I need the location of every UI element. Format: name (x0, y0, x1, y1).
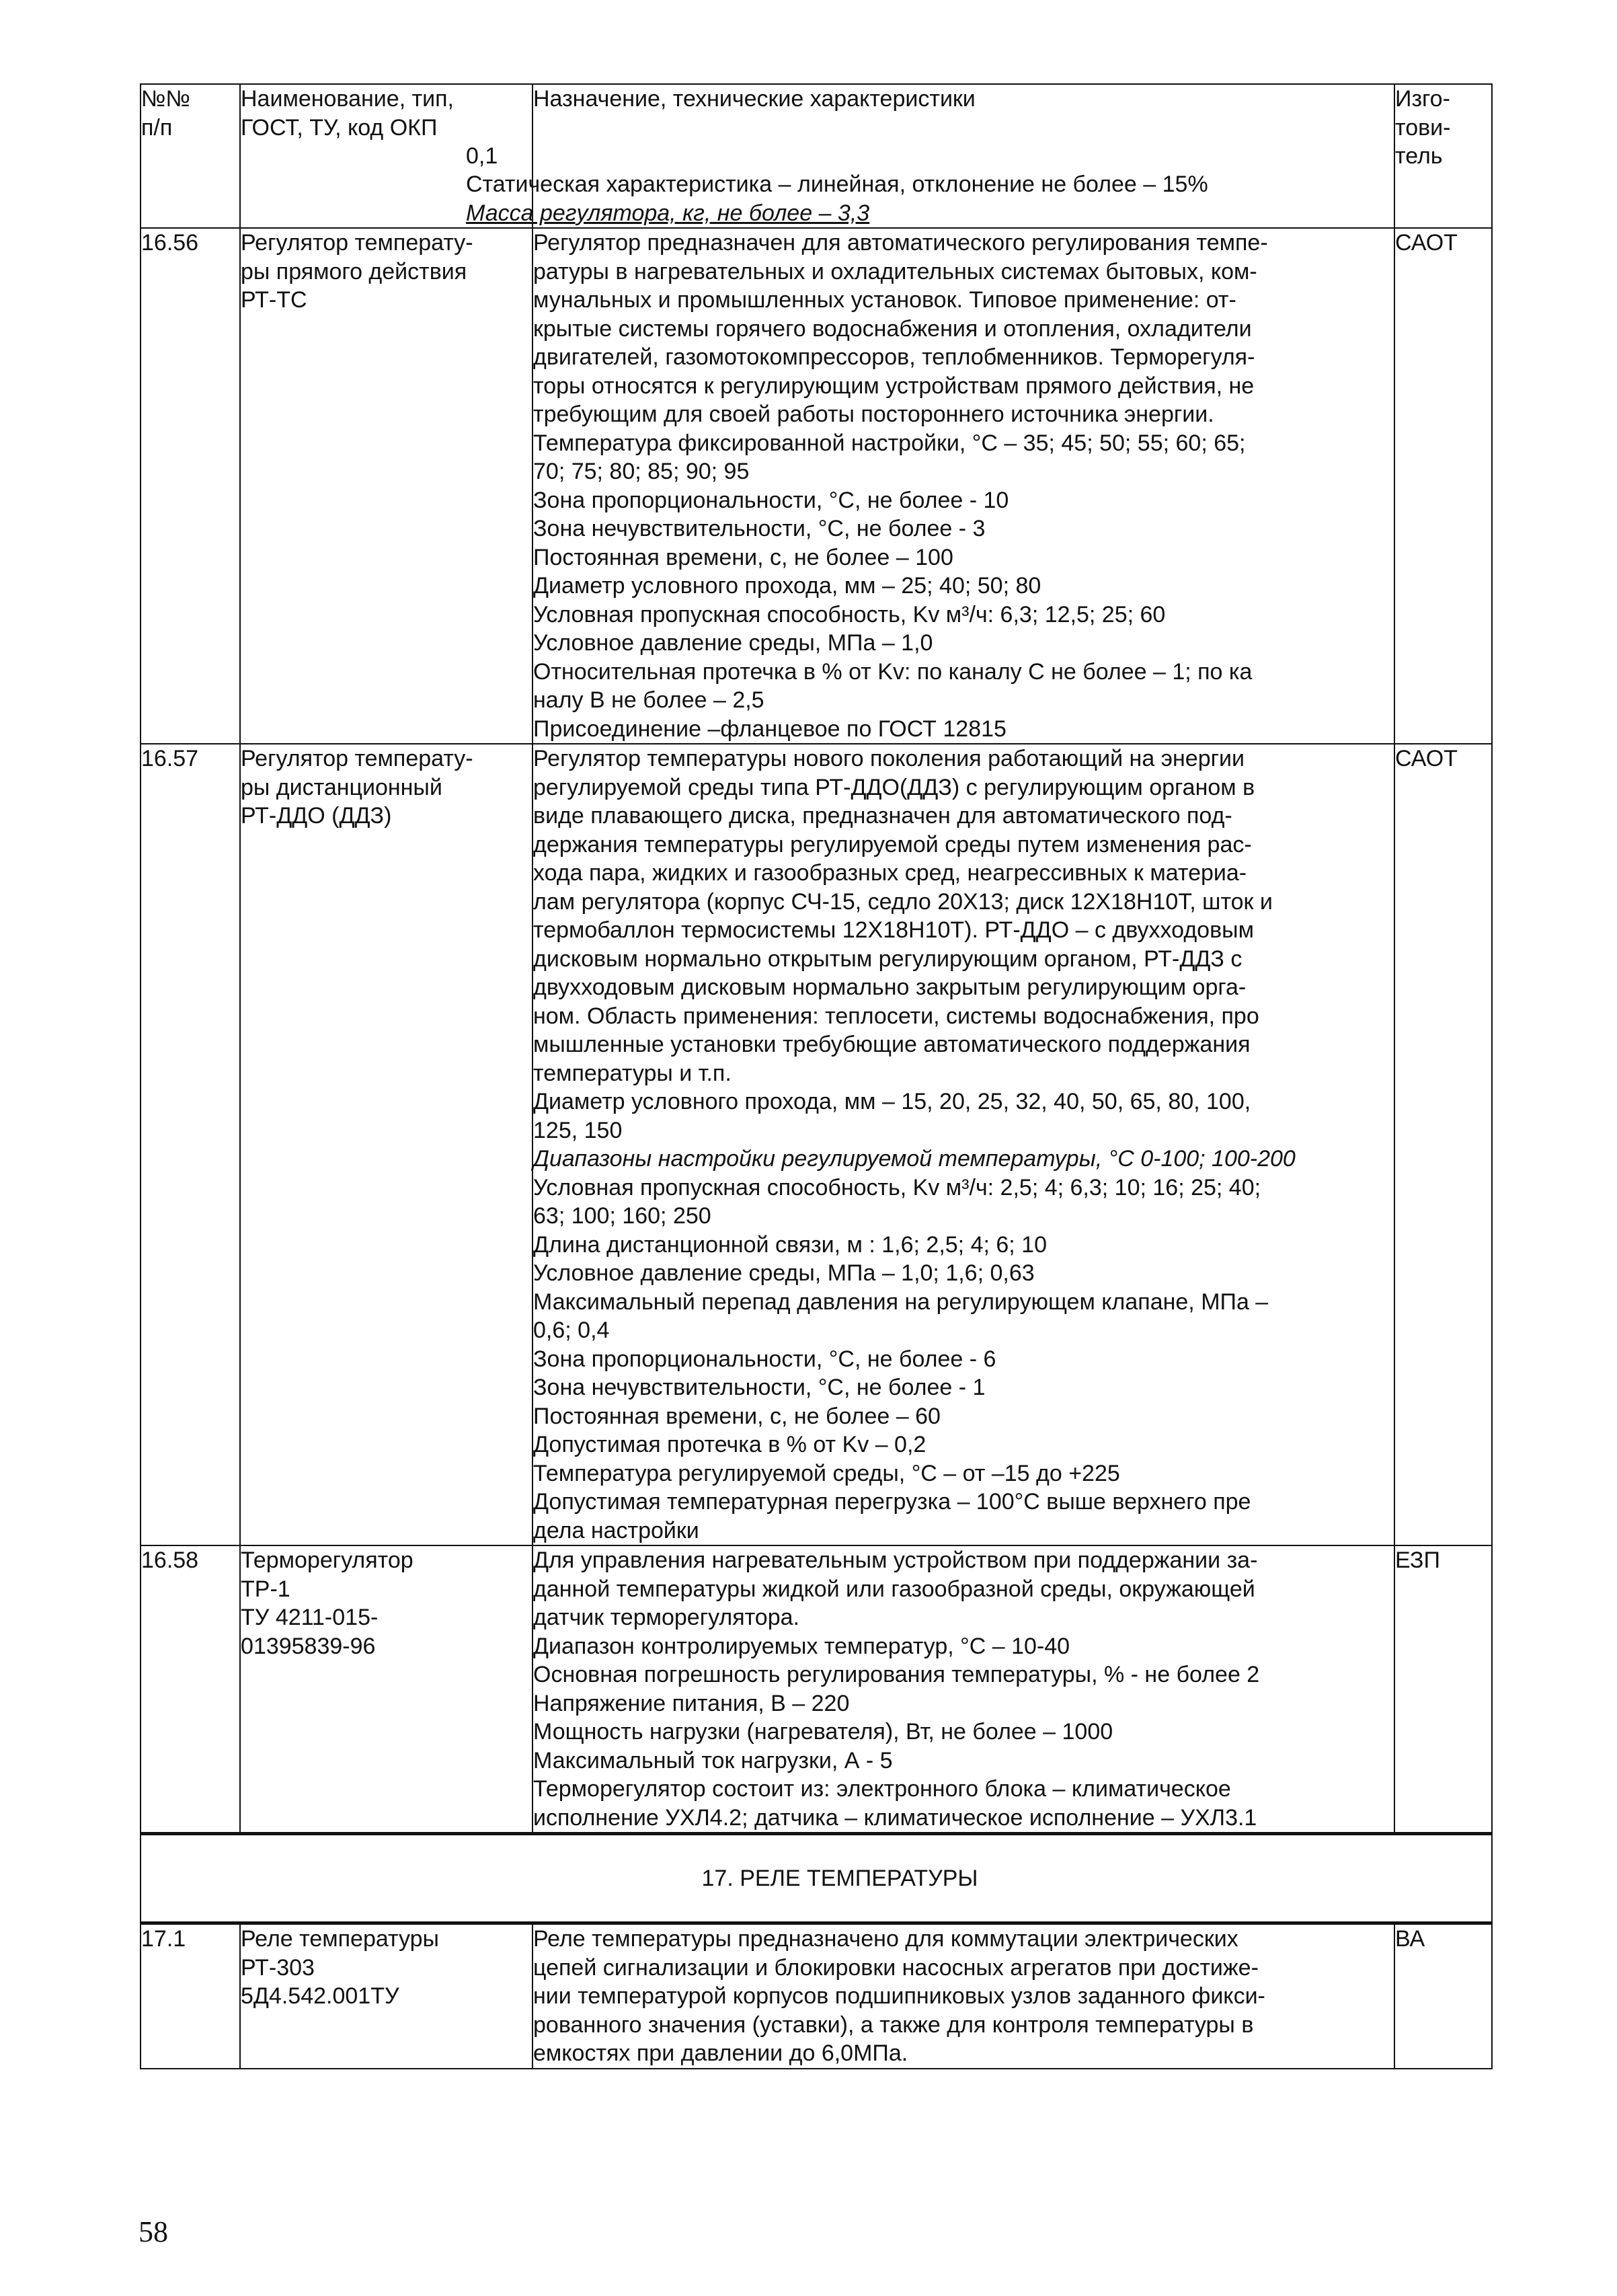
header-manufacturer-cell (1394, 84, 1492, 228)
description-line: емкостях при давлении до 6,0МПа. (533, 2040, 908, 2066)
item-number: 16.57 (141, 746, 199, 771)
description-line: Длина дистанционной связи, м : 1,6; 2,5; 4; 6; 10 (533, 1231, 1047, 1258)
description-line: Условная пропускная способность, Kv м³/ч: 2,5; 4; 6,3; 10; 16; 25; 40; (533, 1174, 1261, 1200)
description-line: требующим для своей работы постороннего источника энергии. (533, 401, 1214, 427)
description-line: Зона пропорциональности, °С, не более - 6 (533, 1346, 996, 1372)
description-line: Реле температуры предназначено для коммутации электрических (533, 1926, 1238, 1952)
description-line: рованного значения (уставки), а также для контроля температуры в (533, 2012, 1254, 2038)
description-line: держания температуры регулируемой среды путем изменения рас- (533, 831, 1252, 857)
item-name-line: Регулятор температу- (241, 746, 473, 771)
item-number-cell (141, 744, 240, 1545)
description-line: дисковым нормально открытым регулирующим органом, РТ-ДДЗ с (533, 946, 1243, 972)
item-description-cell (533, 228, 1394, 744)
description-line: Регулятор температуры нового поколения работающий на энергии (533, 746, 1245, 771)
continued-text-line: Статическая характеристика – линейная, отклонение не более – 15% (466, 171, 1208, 197)
description-line: Напряжение питания, В – 220 (533, 1690, 850, 1716)
header-number-line: №№ (141, 86, 190, 112)
item-name-line: РТ-ДДО (ДДЗ) (241, 803, 392, 829)
header-number-line: п/п (141, 114, 173, 141)
section-header-cell (141, 1834, 1492, 1923)
description-line: Мощность нагрузки (нагревателя), Вт, не более – 1000 (533, 1719, 1113, 1745)
table-row (141, 744, 1492, 1545)
item-number-cell (141, 1545, 240, 1834)
item-name-line: РТ-ТС (241, 287, 307, 313)
page-number: 58 (139, 2215, 168, 2248)
header-number-cell (141, 84, 240, 228)
item-number: 16.58 (141, 1547, 199, 1573)
description-line: Постоянная времени, с, не более – 100 (533, 544, 953, 570)
description-line: Допустимая температурная перегрузка – 100°С выше верхнего пре (533, 1489, 1251, 1515)
item-name-line: РТ-303 (241, 1954, 315, 1981)
specification-table (140, 83, 1493, 2069)
description-line: Температура регулируемой среды, °С – от –15 до +225 (533, 1460, 1120, 1486)
description-line: ратуры в нагревательных и охладительных системах бытовых, ком- (533, 258, 1257, 284)
description-line: Условное давление среды, МПа – 1,0 (533, 630, 933, 656)
description-line: датчик терморегулятора. (533, 1605, 799, 1630)
description-line: Зона пропорциональности, °С, не более - 10 (533, 487, 1009, 513)
item-name-line: 01395839-96 (241, 1633, 376, 1659)
description-line: температуры и т.п. (533, 1060, 732, 1086)
header-name-line: ГОСТ, ТУ, код ОКП (241, 114, 438, 141)
manufacturer-cell (1394, 1923, 1492, 2069)
description-line: нии температурой корпусов подшипниковых узлов заданного фикси- (533, 1983, 1265, 2009)
header-manufacturer-line: Изго- (1395, 86, 1450, 112)
description-line: 63; 100; 160; 250 (533, 1203, 711, 1229)
description-line: торы относятся к регулирующим устройствам прямого действия, не (533, 373, 1255, 399)
item-name-cell (240, 1545, 533, 1834)
table-row (141, 1545, 1492, 1834)
description-line: двигателей, газомотокомпрессоров, теплобменников. Терморегуля- (533, 344, 1255, 370)
manufacturer-code: САОТ (1395, 746, 1458, 771)
item-description-cell (533, 1923, 1394, 2069)
description-line: Диапазоны настройки регулируемой температуры, °С 0-100; 100-200 (533, 1146, 1296, 1172)
section-title: 17. РЕЛЕ ТЕМПЕРАТУРЫ (701, 1865, 978, 1891)
description-line: двухходовым дисковым нормально закрытым регулирующим орга- (533, 974, 1247, 1000)
item-number: 17.1 (141, 1926, 186, 1952)
description-line: Максимальный ток нагрузки, А - 5 (533, 1747, 893, 1773)
continued-text-line: Масса регулятора, кг, не более – 3,3 (466, 200, 870, 226)
description-line: Максимальный перепад давления на регулирующем клапане, МПа – (533, 1289, 1269, 1315)
description-line: крытые системы горячего водоснабжения и отопления, охладители (533, 315, 1252, 342)
manufacturer-cell (1394, 228, 1492, 744)
description-line: Зона нечувствительности, °С, не более - 1 (533, 1375, 986, 1400)
description-line: исполнение УХЛ4.2; датчика – климатическое исполнение – УХЛ3.1 (533, 1804, 1257, 1831)
description-line: дела настройки (533, 1517, 699, 1543)
description-line: мышленные установки требубющие автоматического поддержания (533, 1032, 1251, 1057)
item-name-line: ТР-1 (241, 1576, 290, 1602)
header-name-line: Наименование, тип, (241, 86, 455, 112)
item-name-line: Терморегулятор (241, 1547, 413, 1573)
manufacturer-cell (1394, 744, 1492, 1545)
table-header-row (141, 84, 1492, 228)
header-manufacturer-line: тель (1395, 143, 1443, 169)
manufacturer-code: ЕЗП (1395, 1547, 1440, 1573)
description-line: хода пара, жидких и газообразных сред, неагрессивных к материа- (533, 860, 1247, 886)
item-name-cell (240, 1923, 533, 2069)
item-number-cell (141, 228, 240, 744)
description-line: Условное давление среды, МПа – 1,0; 1,6; 0,63 (533, 1260, 1035, 1286)
description-line: Температура фиксированной настройки, °С – 35; 45; 50; 55; 60; 65; (533, 430, 1246, 456)
item-name-cell (240, 228, 533, 744)
description-line: регулируемой среды типа РТ-ДДО(ДДЗ) с регулирующим органом в (533, 774, 1255, 800)
item-name-line: Реле температуры (241, 1926, 439, 1952)
table-row (141, 1923, 1492, 2069)
description-line: Постоянная времени, с, не более – 60 (533, 1403, 941, 1429)
description-line: Терморегулятор состоит из: электронного блока – климатическое (533, 1776, 1231, 1802)
manufacturer-code: САОТ (1395, 230, 1458, 256)
item-name-line: ры прямого действия (241, 258, 467, 284)
section-header-row (141, 1834, 1492, 1923)
header-manufacturer-line: тови- (1395, 114, 1451, 141)
manufacturer-cell (1394, 1545, 1492, 1834)
description-line: Основная погрешность регулирования температуры, % - не более 2 (533, 1662, 1260, 1687)
description-line: Допустимая протечка в % от Kv – 0,2 (533, 1432, 926, 1457)
description-line: мунальных и промышленных установок. Типовое применение: от- (533, 287, 1236, 313)
header-description-label: Назначение, технические характеристики (533, 86, 976, 112)
description-line: Присоединение –фланцевое по ГОСТ 12815 (533, 716, 1007, 742)
item-number: 16.56 (141, 230, 199, 256)
continued-text-line: 0,1 (466, 143, 498, 169)
description-line: лам регулятора (корпус СЧ-15, седло 20Х13; диск 12Х18Н10Т, шток и (533, 888, 1273, 915)
table-row (141, 228, 1492, 744)
item-description-cell (533, 1545, 1394, 1834)
item-name-line: Регулятор температу- (241, 230, 473, 256)
description-line: виде плавающего диска, предназначен для автоматического под- (533, 803, 1232, 829)
description-line: Диаметр условного прохода, мм – 25; 40; 50; 80 (533, 573, 1041, 599)
description-line: налу В не более – 2,5 (533, 687, 764, 713)
description-line: данной температуры жидкой или газообразной среды, окружающей (533, 1576, 1255, 1602)
description-line: Диаметр условного прохода, мм – 15, 20, 25, 32, 40, 50, 65, 80, 100, (533, 1089, 1251, 1114)
item-description-cell (533, 744, 1394, 1545)
item-name-line: ры дистанционный (241, 774, 442, 800)
item-name-line: ТУ 4211-015- (241, 1605, 379, 1630)
description-line: 125, 150 (533, 1117, 623, 1143)
description-line: Регулятор предназначен для автоматического регулирования темпе- (533, 230, 1268, 256)
item-name-line: 5Д4.542.001ТУ (241, 1983, 399, 2009)
description-line: Диапазон контролируемых температур, °С – 10-40 (533, 1633, 1070, 1659)
description-line: Условная пропускная способность, Kv м³/ч: 6,3; 12,5; 25; 60 (533, 601, 1166, 627)
manufacturer-code: ВА (1395, 1926, 1425, 1952)
item-name-cell (240, 744, 533, 1545)
header-description-cell (466, 84, 1394, 228)
description-line: Для управления нагревательным устройством при поддержании за- (533, 1547, 1258, 1573)
description-line: термобаллон термосистемы 12Х18Н10Т). РТ-ДДО – с двухходовым (533, 917, 1254, 943)
description-line: Зона нечувствительности, °С, не более - 3 (533, 516, 986, 541)
item-number-cell (141, 1923, 240, 2069)
description-line: Относительная протечка в % от Kv: по каналу С не более – 1; по ка (533, 658, 1253, 685)
description-line: ном. Область применения: теплосети, системы водоснабжения, про (533, 1003, 1259, 1029)
description-line: 0,6; 0,4 (533, 1317, 610, 1343)
description-line: цепей сигнализации и блокировки насосных агрегатов при достиже- (533, 1954, 1259, 1981)
description-line: 70; 75; 80; 85; 90; 95 (533, 459, 750, 484)
